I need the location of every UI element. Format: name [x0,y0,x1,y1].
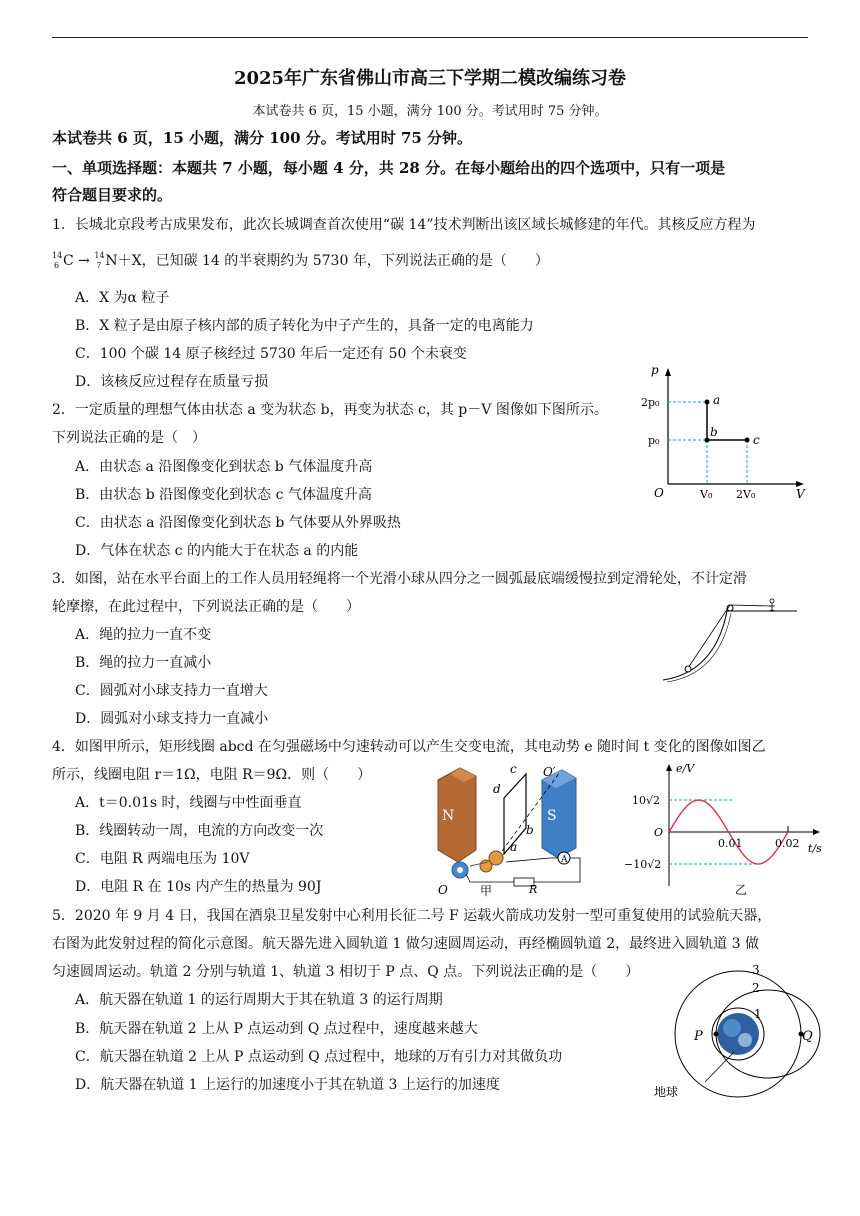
q4-option-c: C．电阻 R 两端电压为 10V [75,851,250,867]
q1-option-c: C．100 个碳 14 原子核经过 5730 年后一定还有 50 个未衰变 [75,346,467,362]
point-p-label: P [694,1029,703,1044]
emf-tick-min: −10√2 [624,858,662,871]
orbit-2-label: 2 [752,981,760,995]
q3-option-c: C．圆弧对小球支持力一直增大 [75,683,268,699]
q2-option-c: C．由状态 a 沿图像变化到状态 b 气体要从外界吸热 [75,515,401,531]
q3-stem-a: 3．如图，站在水平台面上的工作人员用轻绳将一个光滑小球从四分之一圆弧最底端缓慢拉到定滑轮处，不计定滑 [52,571,747,587]
q1-c-mass: 14 [52,251,63,260]
q3-option-a: A．绳的拉力一直不变 [75,627,212,643]
emf-tick-0.01: 0.01 [718,837,743,850]
pv-point-a: a [713,393,721,407]
q2-option-b: B．由状态 b 沿图像变化到状态 c 气体温度升高 [75,487,372,503]
q1-option-d: D．该核反应过程存在质量亏损 [75,374,269,390]
coil-a-label: a [510,840,518,854]
pv-origin: O [654,486,664,500]
header-rule [52,37,808,38]
pv-tick-v0: V₀ [700,488,713,501]
emf-tick-0.02: 0.02 [775,837,800,850]
pv-p-label: p [651,364,659,377]
figure-jia-caption: 甲 [480,884,493,898]
q2-option-d: D．气体在状态 c 的内能大于在状态 a 的内能 [75,543,359,559]
q3-stem-b: 轮摩擦，在此过程中，下列说法正确的是（ ） [52,599,360,615]
pv-graph [640,364,810,504]
q4-option-d: D．电阻 R 在 10s 内产生的热量为 90J [75,879,322,895]
s-pole-label: S [547,808,557,824]
axis-o-label: O [438,883,448,897]
arc-pulley-figure [655,596,805,688]
pv-tick-p0: p₀ [648,434,660,447]
pv-tick-2p0: 2p₀ [641,396,660,409]
q4-stem-a: 4．如图甲所示，矩形线圈 abcd 在匀强磁场中匀速转动可以产生交变电流，其电动势 e 随时间 t 变化的图像如图乙 [52,739,766,755]
q5-option-d: D．航天器在轨道 1 上运行的加速度小于其在轨道 3 上运行的加速度 [75,1077,500,1093]
q1-arrow: → [78,253,90,269]
q5-stem-a: 5．2020 年 9 月 4 日，我国在酒泉卫星发射中心利用长征二号 F 运载火箭成功发射一型可重复使用的试验航天器， [52,908,772,924]
emf-origin: O [654,826,664,839]
orbit-figure [650,960,825,1100]
q2-stem-a: 2．一定质量的理想气体由状态 a 变为状态 b，再变为状态 c，其 p－V 图像如下图所示。 [52,402,608,418]
pv-tick-2v0: 2V₀ [736,488,756,501]
q5-stem-b: 右图为此发射过程的简化示意图。航天器先进入圆轨道 1 做匀速圆周运动，再经椭圆轨道 2，最终进入圆轨道 3 做 [52,936,759,952]
coil-b-label: b [526,823,534,837]
section-heading-b: 符合题目要求的。 [52,186,173,204]
generator-figure-jia [430,758,600,898]
q5-option-c: C．航天器在轨道 2 上从 P 点运动到 Q 点过程中，地球的万有引力对其做负功 [75,1049,563,1065]
q1-equation-line [52,251,549,271]
q2-option-a: A．由状态 a 沿图像变化到状态 b 气体温度升高 [75,459,373,475]
intro-line: 本试卷共 6 页，15 小题，满分 100 分。考试用时 75 分钟。 [52,129,473,147]
q3-option-b: B．绳的拉力一直减小 [75,655,212,671]
q5-stem-c: 匀速圆周运动。轨道 2 分别与轨道 1、轨道 3 相切于 P 点、Q 点。下列说法正确的是（ ） [52,964,640,980]
emf-x-axis-label: t/s [808,842,822,855]
q1-c-symbol: C [63,253,74,269]
page-subtitle: 本试卷共 6 页，15 小题，满分 100 分。考试用时 75 分钟。 [252,104,608,119]
q4-option-b: B．线圈转动一周，电流的方向改变一次 [75,823,324,839]
n-pole-label: N [442,808,455,824]
coil-c-label: c [510,762,517,776]
q3-option-d: D．圆弧对小球支持力一直减小 [75,711,269,727]
resistor-label: R [529,883,538,896]
orbit-1-label: 1 [754,1007,762,1021]
earth-label: 地球 [654,1085,679,1099]
q1-n-num: 7 [96,261,102,270]
pv-point-c: c [753,433,760,447]
pv-v-label: V [796,487,805,501]
section-heading-a: 一、单项选择题：本题共 7 小题，每小题 4 分，共 28 分。在每小题给出的四个选项中，只有一项是 [52,159,726,177]
orbit-3-label: 3 [752,963,760,977]
q5-option-b: B．航天器在轨道 2 上从 P 点运动到 Q 点过程中，速度越来越大 [75,1021,478,1037]
q1-option-b: B．X 粒子是由原子核内部的质子转化为中子产生的，具备一定的电离能力 [75,318,534,334]
pv-point-b: b [710,425,718,439]
q4-option-a: A．t＝0.01s 时，线圈与中性面垂直 [75,795,302,811]
emf-y-axis-label: e/V [676,762,695,775]
page-title: 2025年广东省佛山市高三下学期二模改编练习卷 [233,68,627,89]
q4-stem-b: 所示，线圈电阻 r＝1Ω，电阻 R＝9Ω．则（ ） [52,767,372,783]
q1-n-mass: 14 [94,251,105,260]
point-q-label: Q [802,1029,813,1044]
ammeter-label: A [561,855,568,865]
q2-stem-b: 下列说法正确的是（ ） [52,430,206,446]
emf-graph-yi [624,760,834,900]
emf-tick-max: 10√2 [632,794,661,807]
coil-d-label: d [493,782,501,796]
figure-yi-caption: 乙 [735,883,748,897]
axis-o-prime-label: O′ [543,765,556,779]
q1-option-a: A．X 为α 粒子 [75,290,170,306]
q1-stem-b: ，已知碳 14 的半衰期约为 5730 年，下列说法正确的是（ ） [141,253,549,269]
q1-c-num: 6 [54,261,60,270]
q5-option-a: A．航天器在轨道 1 的运行周期大于其在轨道 3 的运行周期 [75,992,443,1008]
q1-n-symbol: N＋X [105,253,142,269]
q1-stem-a: 1．长城北京段考古成果发布，此次长城调查首次使用“碳 14”技术判断出该区域长城修建的年代。其核反应方程为 [52,217,756,233]
